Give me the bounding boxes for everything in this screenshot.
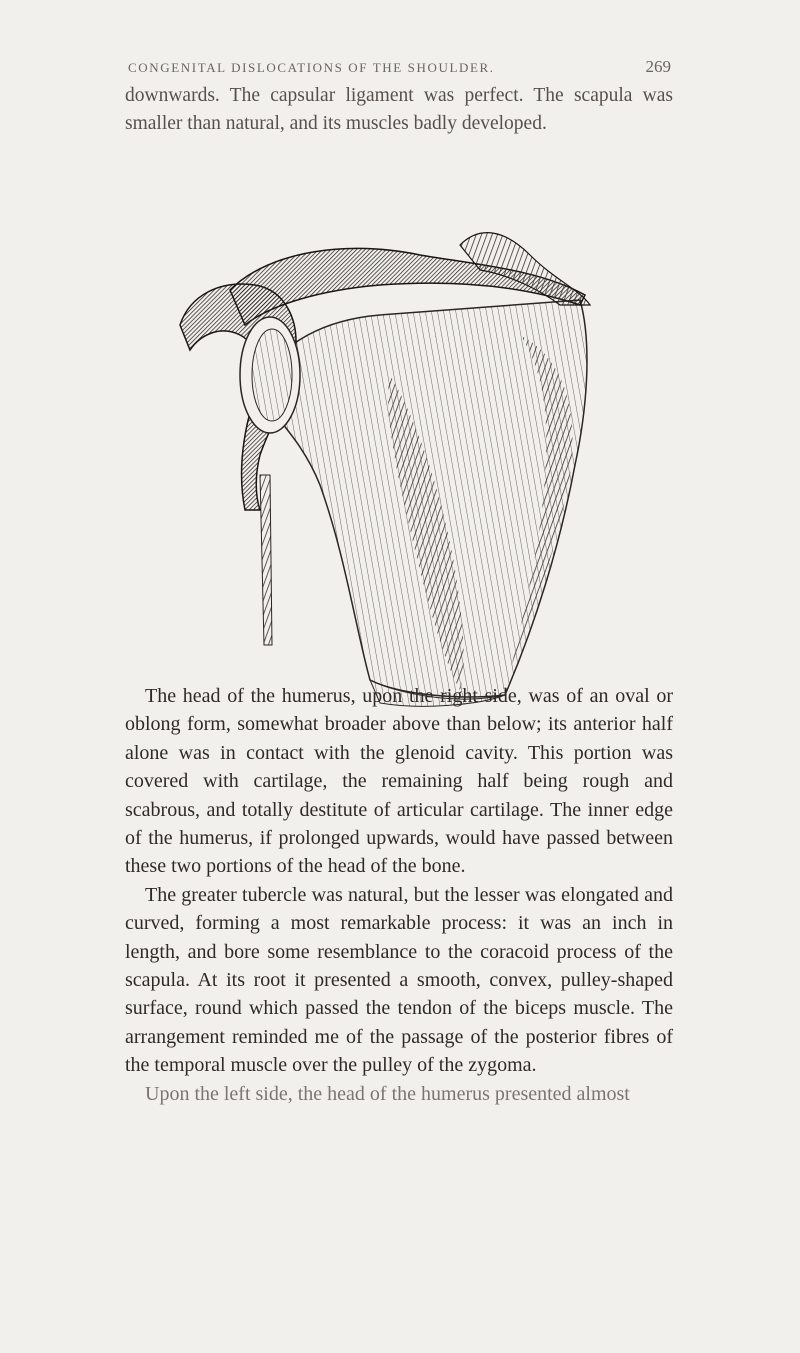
body-text [125,682,673,1108]
superior-angle [460,233,590,305]
page-number: 269 [645,57,671,76]
paragraph-3: Upon the left side, the head of the humerus presented almost [145,1082,630,1105]
lateral-column [260,475,272,645]
intro-paragraph [125,82,673,137]
paragraph-2: The greater tubercle was natural, but the lesser was elongated and curved, forming a most remarkable process: it was an inch in length, and bore some resemblance to the coracoid process of the scapula. At its root it presented a smooth, convex, pulley-shaped surface, round which passed the tendon of the biceps muscle. The arrangement reminded me of the passage of the posterior fibres of the temporal muscle over the pulley of the zygoma. [125,883,673,1077]
paragraph-1: The head of the humerus, upon the right side, was of an oval or oblong form, somewhat broader above than below; its anterior half alone was in contact with the glenoid cavity. This portion was covered with cartilage, the remaining half being rough and scabrous, and totally destitute of articular cartilage. The inner edge of the humerus, if prolonged upwards, would have passed between these two portions of the head of the bone. [125,685,673,878]
running-title: CONGENITAL DISLOCATIONS OF THE SHOULDER. [128,60,495,75]
scapula-engraving-icon [160,225,620,710]
scapula-figure [160,225,620,710]
intro-text: downwards. The capsular ligament was perfect. The scapula was smaller than natural, and its muscles badly developed. [125,85,673,134]
